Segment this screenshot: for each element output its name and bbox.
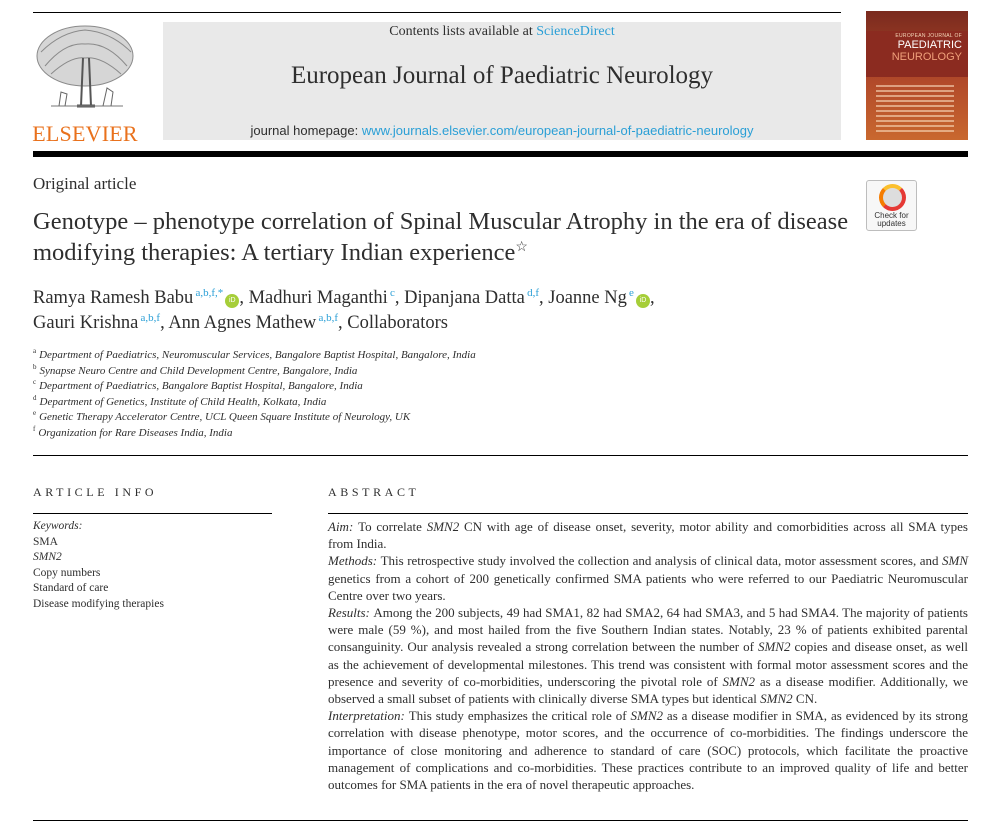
abstract-body <box>328 518 968 793</box>
author-name[interactable]: Collaborators <box>347 313 448 333</box>
author-name[interactable]: Gauri Krishna <box>33 313 139 333</box>
affiliation-text: Department of Paediatrics, Neuromuscular Services, Bangalore Baptist Hospital, Bangalore, India <box>39 349 476 361</box>
gene-name: SMN <box>941 553 968 569</box>
orcid-icon[interactable]: iD <box>636 294 650 308</box>
affiliation-letter: c <box>33 378 37 387</box>
abstract-section: Results: Among the 200 subjects, 49 had SMA1, 82 had SMA2, 64 had SMA3, and 5 had SMA4. The majority of patients were male (59 %), and most hailed from the five Southern Indian states. Notably, 23 % of patients exhibited parental consanguinity. Our analysis revealed a strong correlation between the number of SMN2 copies and disease onset, as well as the achievement of developmental milestones. This trend was consistent with formal motor assessment scores and the presence and severity of co-morbidities, underscoring the pivotal role of SMN2 as a disease modifier. Additionally, we observed a small subset of patients with clinically diverse SMA types but identical SMN2 CN. <box>328 605 969 707</box>
gene-name: SMN2 <box>630 708 663 724</box>
keywords-label: Keywords: <box>33 520 83 532</box>
elsevier-tree-icon <box>31 22 139 118</box>
journal-masthead <box>163 22 841 140</box>
gene-name: SMN2 <box>757 639 791 655</box>
affiliation-letter: b <box>33 362 37 371</box>
homepage-prefix: journal homepage: <box>250 123 359 138</box>
affiliation <box>33 379 733 395</box>
author-list <box>33 286 833 336</box>
cover-journal-label: EUROPEAN JOURNAL OF <box>895 33 962 39</box>
abstract-section: Methods: This retrospective study involved the collection and analysis of clinical data, motor assessment scores, and SMN genetics from a cohort of 200 genetically confirmed SMA patients who were referred to our Paediatric Neuromuscular Centre over two years. <box>328 553 968 603</box>
section-divider <box>33 455 968 456</box>
abstract-rule <box>328 513 968 514</box>
affiliation-letter: f <box>33 424 36 433</box>
affiliation-text: Department of Genetics, Institute of Child Health, Kolkata, India <box>39 395 327 408</box>
affiliation-letter: e <box>33 409 37 418</box>
affiliation-text: Genetic Therapy Accelerator Centre, UCL Queen Square Institute of Neurology, UK <box>39 411 411 423</box>
header-top-rule <box>33 12 841 13</box>
affiliation-list <box>33 348 733 441</box>
author[interactable] <box>404 288 548 308</box>
crossmark-icon <box>879 184 906 211</box>
author-affiliation-marks[interactable]: a,b,f,* <box>193 286 224 299</box>
author[interactable] <box>548 288 654 308</box>
author-name[interactable]: Dipanjana Datta <box>404 288 525 308</box>
affiliation <box>33 364 733 380</box>
abstract-heading: ABSTRACT <box>328 485 420 499</box>
bottom-rule <box>33 820 968 821</box>
check-for-updates-button[interactable] <box>866 180 917 231</box>
affiliation-text: Department of Paediatrics, Bangalore Baptist Hospital, Bangalore, India <box>39 380 363 392</box>
keyword-item: SMA <box>33 535 58 548</box>
author-affiliation-marks[interactable]: e <box>626 286 634 299</box>
author-affiliation-marks[interactable]: c <box>387 286 395 299</box>
author-affiliation-marks[interactable]: d,f <box>524 286 539 299</box>
author-separator: , <box>539 288 549 308</box>
author[interactable] <box>33 313 168 333</box>
affiliation-letter: a <box>33 347 37 356</box>
author-separator: , <box>649 288 655 308</box>
article-title-text: Genotype – phenotype correlation of Spinal Muscular Atrophy in the era of disease modifying therapies: A tertiary Indian experience <box>33 208 849 266</box>
abstract-section-label: Aim: <box>328 519 359 534</box>
author-affiliation-marks[interactable]: a,b,f <box>138 311 161 324</box>
affiliation-text: Organization for Rare Diseases India, India <box>38 426 233 439</box>
author-name[interactable]: Madhuri Maganthi <box>248 288 388 308</box>
author[interactable] <box>347 313 448 333</box>
affiliation <box>33 426 733 442</box>
affiliation-text: Synapse Neuro Centre and Child Development Centre, Bangalore, India <box>39 364 358 377</box>
contents-line <box>163 24 841 40</box>
abstract-section-label: Methods: <box>328 553 381 569</box>
title-footnote-star-icon[interactable]: ☆ <box>515 239 528 255</box>
author-separator: , <box>394 288 405 308</box>
contents-prefix: Contents lists available at <box>389 24 533 39</box>
sciencedirect-link[interactable]: ScienceDirect <box>536 24 615 39</box>
author-name[interactable]: Joanne Ng <box>548 288 627 308</box>
homepage-line <box>163 123 841 138</box>
keywords-block <box>33 519 272 612</box>
journal-homepage-link[interactable]: www.journals.elsevier.com/european-journal-of-paediatric-neurology <box>361 123 754 138</box>
author-separator: , <box>239 288 249 308</box>
gene-name: SMN2 <box>760 691 793 707</box>
author[interactable] <box>33 288 249 308</box>
check-for-updates-label: Check for updates <box>874 211 909 228</box>
abstract-section-label: Results: <box>328 605 374 621</box>
affiliation <box>33 410 733 426</box>
article-info-rule <box>33 513 272 514</box>
cover-title-line-2: NEUROLOGY <box>891 51 962 63</box>
author[interactable] <box>168 313 347 333</box>
article-info-heading: ARTICLE INFO <box>33 485 158 499</box>
abstract-section: Interpretation: This study emphasizes the critical role of SMN2 as a disease modifier in SMA, as evidenced by its strong correlation with disease phenotype, motor scores, and the occurrence of co-morbidities. The findings underscore the importance of close monitoring and adherence to standard of care (SOC) protocols, which facilitate the proactive management of complications and co-morbidities. These practices contribute to an improved quality of life and better outcomes for SMA patients in the era of novel therapeutic approaches. <box>328 708 969 793</box>
author-affiliation-marks[interactable]: a,b,f <box>316 311 339 324</box>
article-title <box>33 206 853 268</box>
header-thick-rule <box>33 151 968 157</box>
article-type: Original article <box>33 174 137 193</box>
author-separator: , <box>160 313 169 333</box>
keyword-item: Disease modifying therapies <box>33 597 164 610</box>
author-name[interactable]: Ramya Ramesh Babu <box>33 288 194 308</box>
author[interactable] <box>249 288 405 308</box>
elsevier-wordmark: ELSEVIER <box>32 121 138 146</box>
abstract-section: Aim: To correlate SMN2 CN with age of disease onset, severity, motor ability and comorbidities across all SMA types from India. <box>328 519 968 552</box>
affiliation <box>33 348 733 364</box>
keyword-item: Copy numbers <box>33 566 101 579</box>
abstract-section-label: Interpretation: <box>328 708 409 724</box>
keyword-item: SMN2 <box>33 551 62 563</box>
author-separator: , <box>338 313 348 333</box>
affiliation <box>33 395 733 411</box>
journal-cover-thumbnail[interactable] <box>866 11 968 140</box>
author-name[interactable]: Ann Agnes Mathew <box>168 313 317 333</box>
cover-title-line-1: PAEDIATRIC <box>897 39 962 51</box>
orcid-icon[interactable]: iD <box>225 294 239 308</box>
cover-contents-lines <box>876 85 954 133</box>
keyword-item: Standard of care <box>33 582 109 594</box>
elsevier-logo[interactable] <box>31 22 139 144</box>
affiliation-letter: d <box>33 393 37 402</box>
gene-name: SMN2 <box>426 519 460 534</box>
journal-title: European Journal of Paediatric Neurology <box>290 62 714 89</box>
gene-name: SMN2 <box>722 673 756 689</box>
